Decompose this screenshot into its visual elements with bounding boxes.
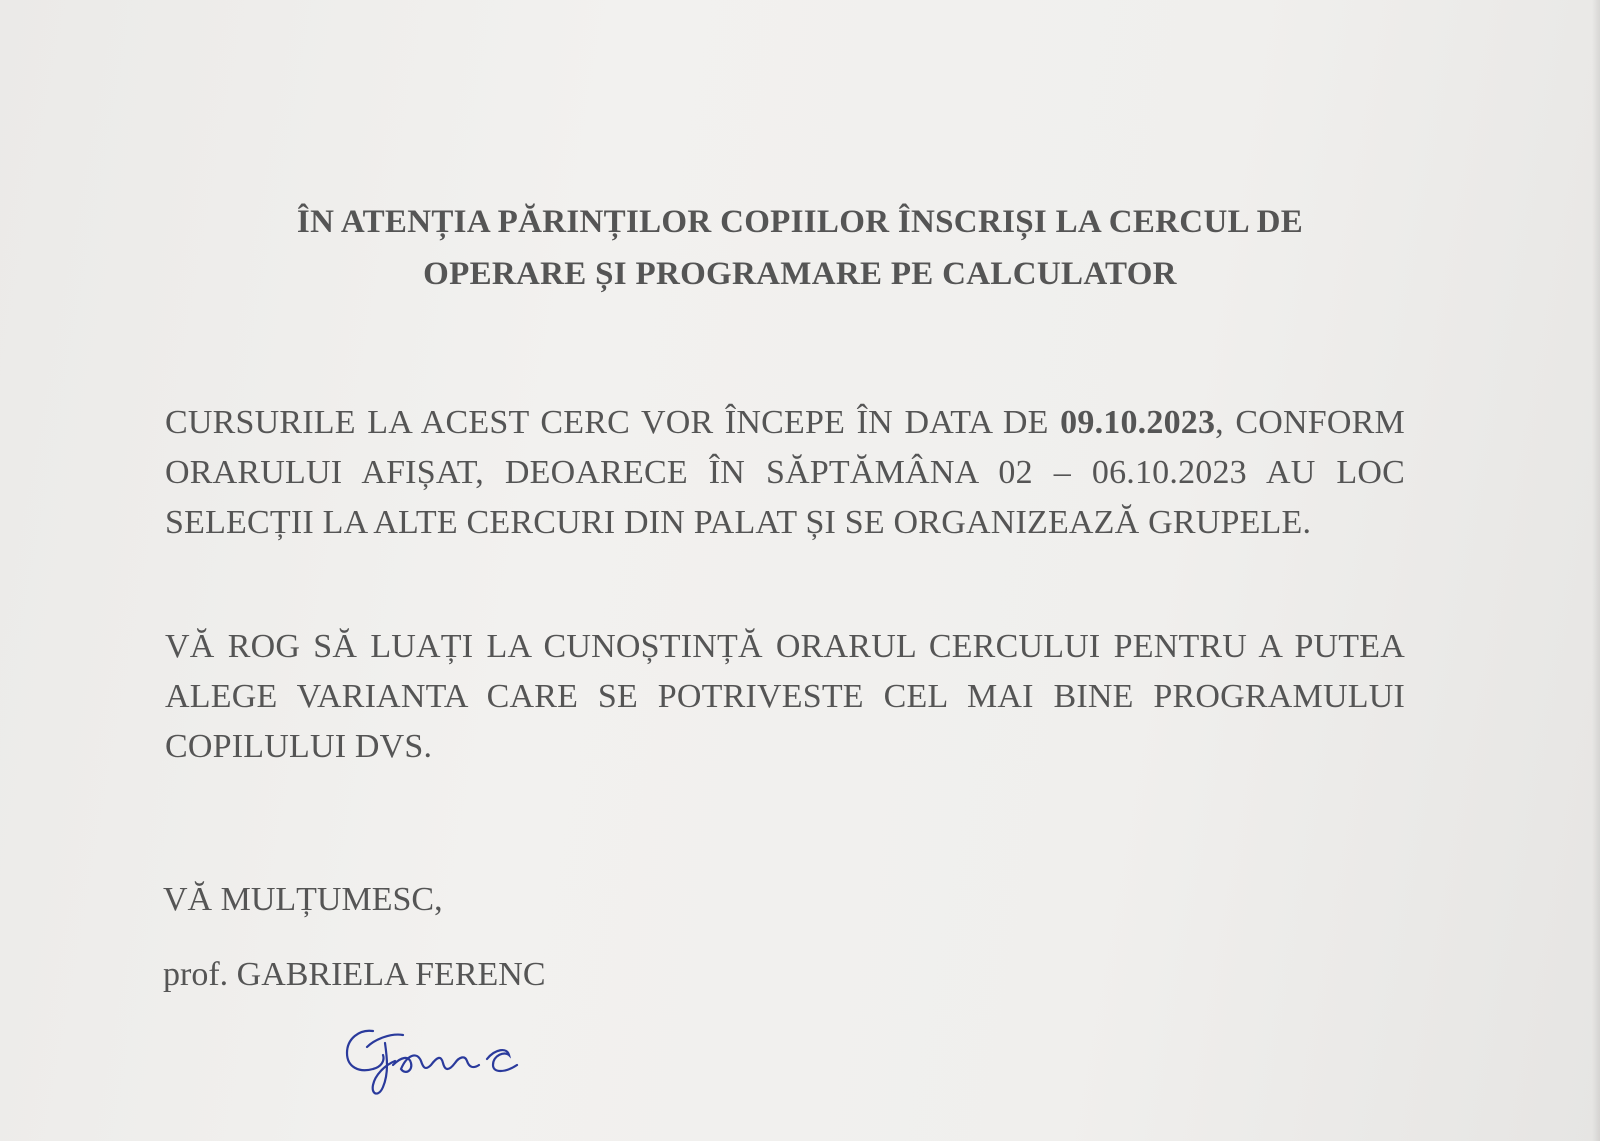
handwritten-signature [345,1025,545,1110]
paper-edge-shadow [1592,0,1600,1141]
paragraph-start-date [165,398,1405,548]
paragraph-start-date-text-before: CURSURILE LA ACEST CERC VOR ÎNCEPE ÎN DATA DE [165,404,1061,441]
start-date: 09.10.2023 [1060,404,1216,441]
notice-title-line-2: OPERARE ȘI PROGRAMARE PE CALCULATOR [423,256,1177,292]
paragraph-start-date-text-after: , CONFORM ORARULUI AFIȘAT, DEOARECE ÎN SĂPTĂMÂNA 02 – 06.10.2023 AU LOC SELECȚII LA ALTE CERCURI DIN PALAT ȘI SE ORGANIZEAZĂ GRUPELE. [165,404,1405,541]
signatory-name: prof. GABRIELA FERENC [163,956,546,993]
notice-title [150,196,1450,300]
paragraph-schedule-request: VĂ ROG SĂ LUAȚI LA CUNOȘTINȚĂ ORARUL CERCULUI PENTRU A PUTEA ALEGE VARIANTA CARE SE POTRIVESTE CEL MAI BINE PROGRAMULUI COPILULUI DVS. [165,628,1405,765]
closing-greeting: VĂ MULȚUMESC, [163,881,443,918]
notice-title-line-1: ÎN ATENȚIA PĂRINȚILOR COPIILOR ÎNSCRIȘI LA CERCUL DE [296,204,1304,240]
